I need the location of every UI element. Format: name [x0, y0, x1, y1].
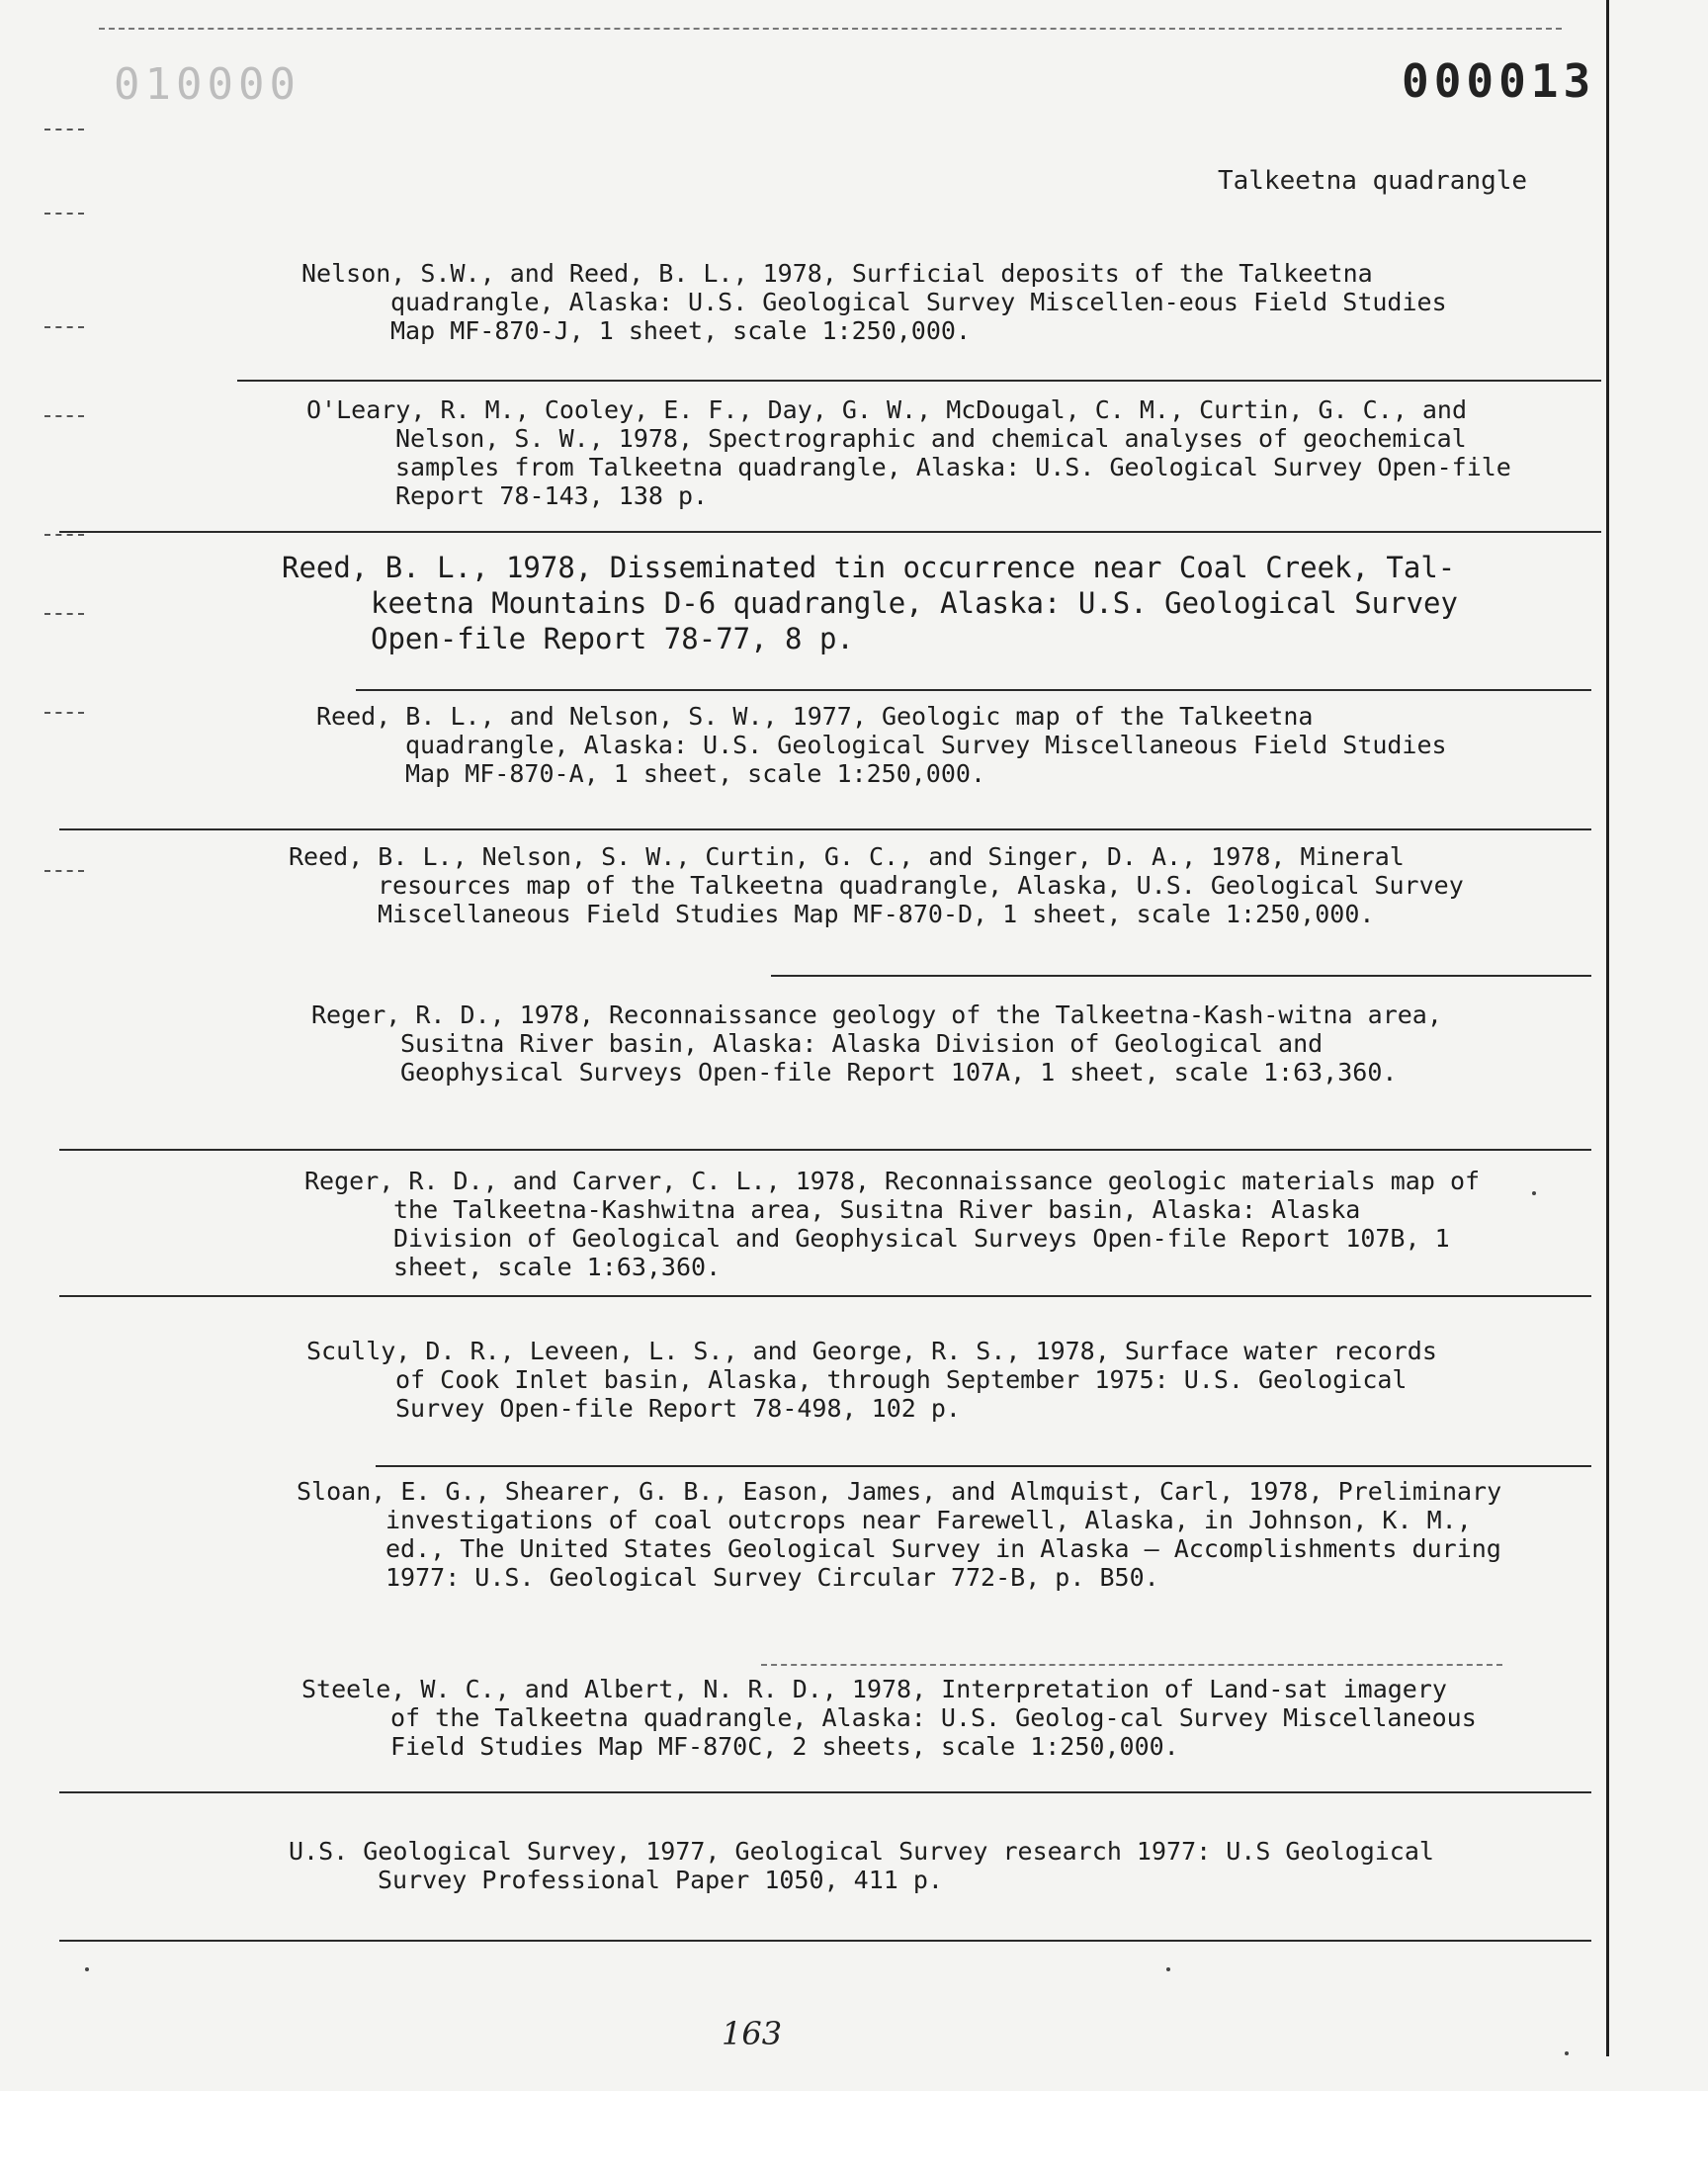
top-dashed-rule — [99, 28, 1562, 32]
separator-rule — [59, 1940, 1591, 1942]
scan-speck — [85, 1967, 89, 1971]
page-number: 163 — [722, 2015, 783, 2052]
reference-text: U.S. Geological Survey, 1977, Geological Survey research 1977: U.S Geological Survey Professional Paper 1050, 411 p. — [289, 1837, 1434, 1894]
faint-stamp-code: 010000 — [114, 59, 300, 110]
scan-margin — [0, 2091, 1708, 2175]
reference-entry — [301, 1675, 1478, 1761]
separator-rule — [59, 531, 1601, 533]
separator-rule — [59, 1149, 1591, 1151]
reference-entry — [306, 395, 1522, 510]
reference-text: Sloan, E. G., Shearer, G. B., Eason, James, and Almquist, Carl, 1978, Preliminary investigations of coal outcrops near Farewell, Alaska, in Johnson, K. M., ed., The United States Geological Survey in Alaska — Accomplishments during 1977: U.S. Geological Survey Circular 772-B, p. B50. — [297, 1477, 1502, 1592]
separator-rule — [59, 1791, 1591, 1793]
reference-text: Reed, B. L., Nelson, S. W., Curtin, G. C., and Singer, D. A., 1978, Mineral resources map of the Talkeetna quadrangle, Alaska, U.S. Geological Survey Miscellaneous Field Studies Map MF-870-D, 1 sheet, scale 1:250,000. — [289, 842, 1464, 928]
reference-text: Nelson, S.W., and Reed, B. L., 1978, Surficial deposits of the Talkeetna quadrangle, Alaska: U.S. Geological Survey Miscellen-eous Field Studies Map MF-870-J, 1 sheet, scale 1:250,000. — [301, 259, 1447, 345]
separator-rule — [356, 689, 1591, 691]
reference-text: Scully, D. R., Leveen, L. S., and George, R. S., 1978, Surface water records of Cook Inlet basin, Alaska, through September 1975: U.S. Geological Survey Open-file Report 78-498, 102 p. — [306, 1337, 1437, 1423]
reference-entry — [289, 1837, 1494, 1894]
separator-rule — [59, 828, 1591, 830]
reference-entry — [282, 550, 1458, 656]
separator-dashed-rule — [761, 1664, 1502, 1668]
separator-rule — [237, 380, 1601, 382]
reference-text: Steele, W. C., and Albert, N. R. D., 1978, Interpretation of Land-sat imagery of the Talkeetna quadrangle, Alaska: U.S. Geolog-cal Survey Miscellaneous Field Studies Map MF-870C, 2 sheets, scale 1:250,000. — [301, 1675, 1477, 1761]
page-right-border — [1606, 0, 1609, 2056]
scan-speck — [1565, 2051, 1569, 2055]
reference-entry — [301, 259, 1468, 345]
scan-speck — [1166, 1967, 1170, 1971]
margin-mark — [44, 613, 84, 617]
reference-entry — [306, 1337, 1473, 1423]
reference-entry — [311, 1000, 1488, 1087]
scan-speck — [1532, 1191, 1536, 1195]
reference-entry — [297, 1477, 1502, 1592]
margin-mark — [44, 129, 84, 132]
reference-entry — [289, 842, 1475, 928]
margin-mark — [44, 534, 84, 538]
reference-text: Reger, R. D., 1978, Reconnaissance geology of the Talkeetna-Kash-witna area, Susitna River basin, Alaska: Alaska Division of Geological and Geophysical Surveys Open-file Report 107A, 1 sheet, scale 1:63,360. — [311, 1000, 1442, 1087]
reference-text: Reed, B. L., 1978, Disseminated tin occurrence near Coal Creek, Tal-keetna Mountains D-6 quadrangle, Alaska: U.S. Geological Survey Open-file Report 78-77, 8 p. — [282, 551, 1458, 655]
reference-text: Reger, R. D., and Carver, C. L., 1978, Reconnaissance geologic materials map of the Talkeetna-Kashwitna area, Susitna River basin, Alaska: Alaska Division of Geological and Geophysical Surveys Open-file Report 107B, 1 sheet, scale 1:63,360. — [304, 1167, 1481, 1281]
reference-text: Reed, B. L., and Nelson, S. W., 1977, Geologic map of the Talkeetna quadrangle, Alaska: U.S. Geological Survey Miscellaneous Field Studies Map MF-870-A, 1 sheet, scale 1:250,000. — [316, 702, 1447, 788]
page-code: 000013 — [1402, 54, 1596, 108]
separator-rule — [771, 975, 1591, 977]
margin-mark — [44, 415, 84, 419]
quadrangle-heading: Talkeetna quadrangle — [1218, 166, 1528, 196]
margin-mark — [44, 870, 84, 874]
reference-text: O'Leary, R. M., Cooley, E. F., Day, G. W., McDougal, C. M., Curtin, G. C., and Nelson, S. W., 1978, Spectrographic and chemical analyses of geochemical samples from Talkeetna quadrangle, Alaska: U.S. Geological Survey Open-file Report 78-143, 138 p. — [306, 395, 1511, 510]
reference-entry — [316, 702, 1483, 788]
margin-mark — [44, 326, 84, 330]
margin-mark — [44, 712, 84, 716]
separator-rule — [59, 1295, 1591, 1297]
separator-rule — [376, 1465, 1591, 1467]
margin-mark — [44, 213, 84, 217]
reference-entry — [304, 1167, 1491, 1281]
